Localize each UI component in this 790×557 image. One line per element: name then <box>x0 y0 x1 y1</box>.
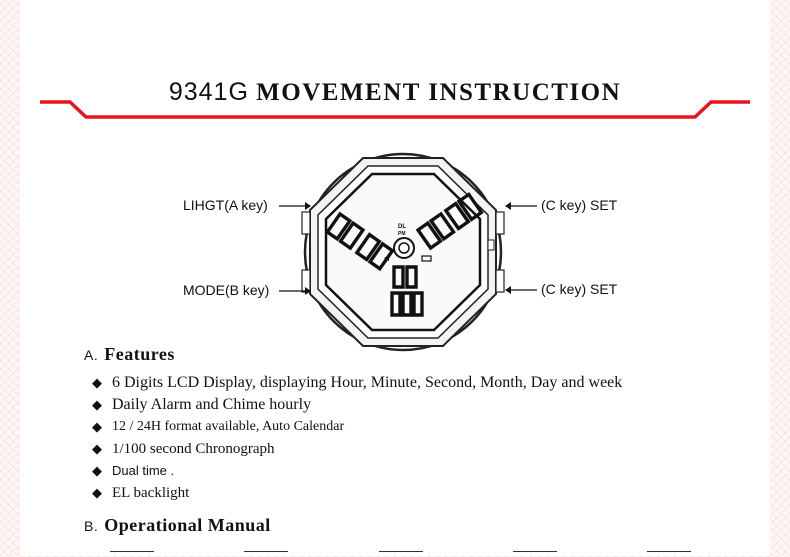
list-item: ◆ 12 / 24H format available, Auto Calendar <box>92 416 622 438</box>
arrow-left-icon <box>505 285 537 295</box>
arrow-right-icon <box>279 201 311 211</box>
callout-set-c-key-top: (C key) SET <box>541 197 618 213</box>
features-heading: A. Features <box>84 344 175 364</box>
cropped-figure-edge <box>110 551 154 557</box>
c-key-upper-button <box>496 212 504 234</box>
list-item: ◆ Daily Alarm and Chime hourly <box>92 394 622 416</box>
diamond-bullet-icon: ◆ <box>92 397 102 412</box>
callout-set-c-key-bottom: (C key) SET <box>541 281 618 297</box>
callout-light-a-key: LIHGT(A key) <box>183 197 268 213</box>
cropped-figure-edge <box>379 551 423 557</box>
lcd-dl-label: DL <box>398 224 406 230</box>
diamond-bullet-icon: ◆ <box>92 463 102 478</box>
diamond-bullet-icon: ◆ <box>92 375 102 390</box>
c-key-lower-button <box>496 270 504 292</box>
arrow-right-icon <box>279 286 311 296</box>
lcd-pm-label: PM <box>398 231 406 237</box>
title-text: MOVEMENT INSTRUCTION <box>256 79 622 106</box>
list-item: ◆ EL backlight <box>92 482 622 504</box>
cropped-figure-edge <box>244 551 288 557</box>
diamond-bullet-icon: ◆ <box>92 485 102 500</box>
cropped-figure-edge <box>647 551 691 557</box>
features-list <box>92 372 622 504</box>
red-divider-line <box>0 95 790 125</box>
list-item: ◆ 6 Digits LCD Display, displaying Hour, Minute, Second, Month, Day and week <box>92 372 622 394</box>
operational-manual-heading: B. Operational Manual <box>84 515 271 535</box>
list-item: ◆ Dual time . <box>92 460 622 482</box>
diamond-bullet-icon: ◆ <box>92 419 102 434</box>
cropped-figure-edge <box>513 551 557 557</box>
arrow-left-icon <box>505 201 537 211</box>
model-number: 9341G <box>168 78 249 106</box>
callout-mode-b-key: MODE(B key) <box>183 282 270 298</box>
list-item: ◆ 1/100 second Chronograph <box>92 438 622 460</box>
watch-diagram <box>300 152 510 352</box>
diamond-bullet-icon: ◆ <box>92 441 102 456</box>
a-key-button <box>302 212 310 234</box>
